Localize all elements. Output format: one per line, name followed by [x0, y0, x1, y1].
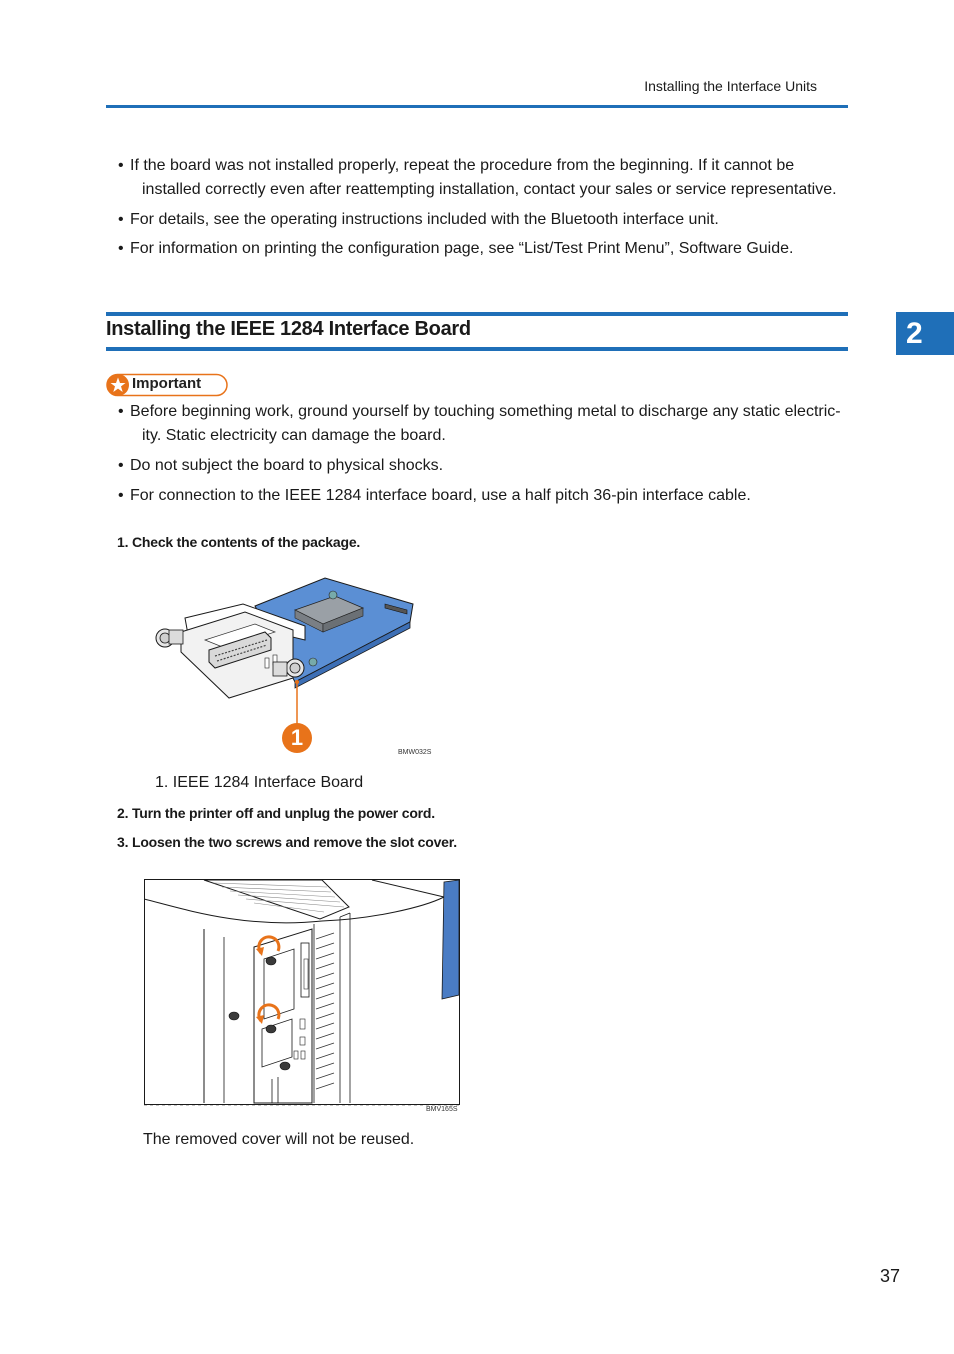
section-rule-top [106, 312, 848, 316]
step-2: 2. Turn the printer off and unplug the power cord. [117, 805, 435, 821]
bullet-text-continued: installed correctly even after reattempting installation, contact your sales or service representative. [142, 181, 837, 198]
section-rule-bottom [106, 347, 848, 351]
bullet-dot: • [118, 403, 124, 420]
callout-1-number: 1 [290, 725, 304, 750]
figure-1-caption: 1. IEEE 1284 Interface Board [155, 774, 364, 791]
bullet-text: Do not subject the board to physical shocks. [130, 457, 444, 474]
bullet-dot: • [118, 240, 124, 257]
important-label [106, 373, 228, 397]
screw-top [266, 957, 276, 965]
step-3: 3. Loosen the two screws and remove the slot cover. [117, 834, 457, 850]
step-1: 1. Check the contents of the package. [117, 534, 361, 550]
important-bullet-2 [118, 454, 878, 478]
bullet-text: For information on printing the configuration page, see “List/Test Print Menu”, Software Guide. [130, 240, 794, 257]
printer-slot-illustration [144, 879, 461, 1116]
bullet-dot: • [118, 157, 124, 174]
figure-slot-cover [144, 879, 461, 1116]
important-text: Important [132, 375, 202, 392]
thumbscrew-right [273, 659, 304, 677]
important-bullet-3 [118, 484, 878, 508]
chapter-tab: 2 [896, 312, 954, 355]
page-number: 37 [879, 1266, 900, 1286]
bullet-dot: • [118, 487, 124, 504]
intro-bullet-3 [118, 237, 878, 261]
figure-2-note: The removed cover will not be reused. [143, 1131, 415, 1148]
important-bullet-1 [118, 400, 878, 448]
thumbscrew-left [156, 629, 183, 647]
bullet-dot: • [118, 457, 124, 474]
screw-bottom [266, 1025, 276, 1033]
figure-interface-board [145, 570, 440, 765]
header-rule [106, 105, 848, 108]
intro-bullet-1 [118, 154, 878, 202]
bullet-text: For connection to the IEEE 1284 interface board, use a half pitch 36-pin interface cable. [130, 487, 751, 504]
bullet-text: If the board was not installed properly, repeat the procedure from the beginning. If it cannot be [130, 157, 795, 174]
bullet-text: For details, see the operating instructions included with the Bluetooth interface unit. [130, 211, 719, 228]
figure-1-code: BMW032S [398, 749, 432, 756]
intro-bullet-2 [118, 208, 878, 232]
running-header: Installing the Interface Units [644, 78, 817, 94]
figure-2-code: BMV165S [426, 1106, 458, 1113]
bullet-text-continued: ity. Static electricity can damage the board. [142, 427, 446, 444]
bullet-text: Before beginning work, ground yourself by touching something metal to discharge any static electric- [130, 403, 841, 420]
section-title: Installing the IEEE 1284 Interface Board [106, 318, 471, 340]
bullet-dot: • [118, 211, 124, 228]
